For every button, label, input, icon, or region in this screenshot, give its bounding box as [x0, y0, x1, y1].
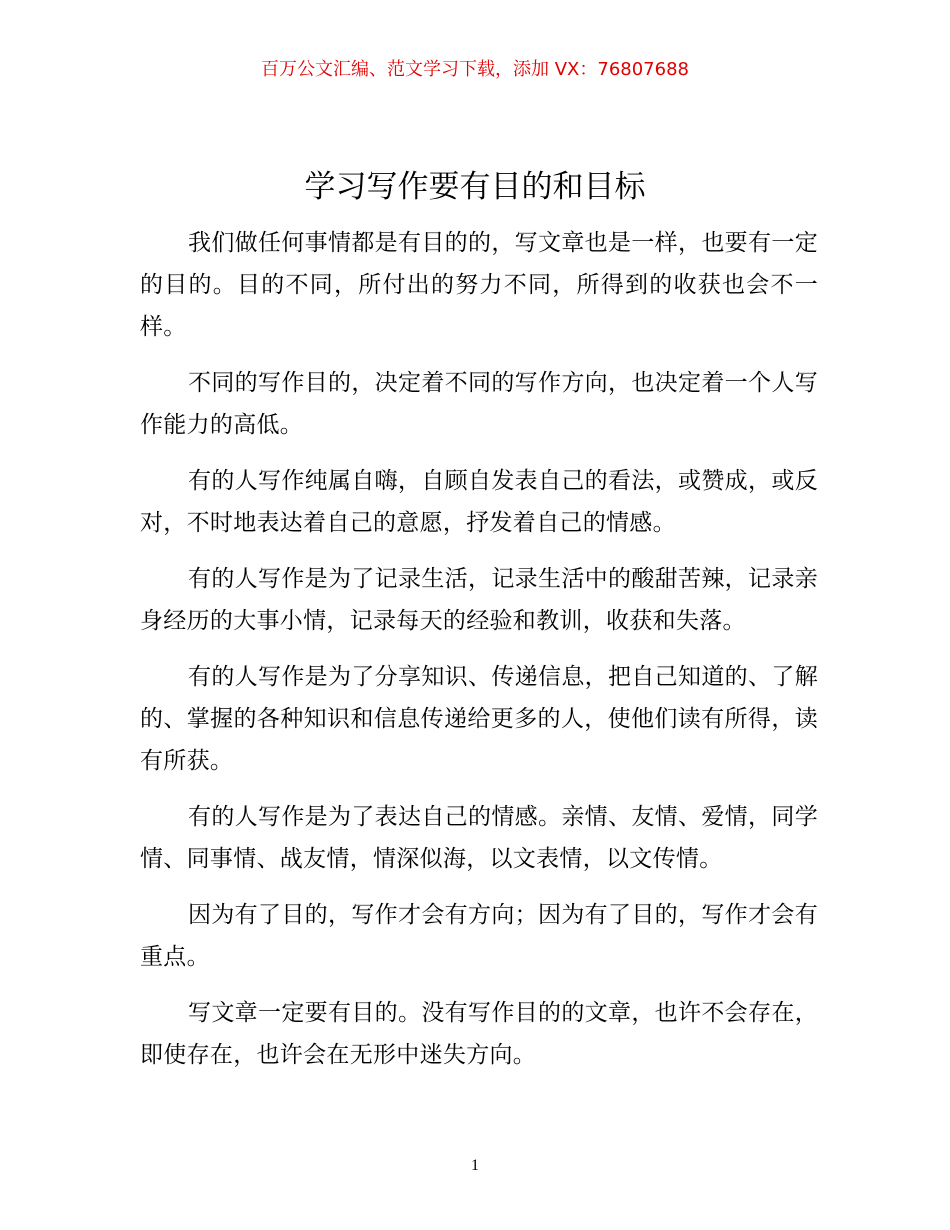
document-body — [140, 222, 818, 1090]
page-number: 1 — [471, 1157, 479, 1174]
paragraph: 写文章一定要有目的。没有写作目的的文章，也许不会存在，即使存在，也许会在无形中迷失方向。 — [140, 1000, 818, 1068]
paragraph: 我们做任何事情都是有目的的，写文章也是一样，也要有一定的目的。目的不同，所付出的努力不同，所得到的收获也会不一样。 — [140, 230, 818, 340]
paragraph: 因为有了目的，写作才会有方向；因为有了目的，写作才会有重点。 — [140, 902, 818, 970]
paragraph: 有的人写作纯属自嗨，自顾自发表自己的看法，或赞成，或反对，不时地表达着自己的意愿，抒发着自己的情感。 — [140, 468, 818, 536]
paragraph: 有的人写作是为了分享知识、传递信息，把自己知道的、了解的、掌握的各种知识和信息传递给更多的人，使他们读有所得，读有所获。 — [140, 664, 818, 774]
watermark-header: 百万公文汇编、范文学习下载，添加 VX：76807688 — [261, 59, 689, 80]
paragraph: 不同的写作目的，决定着不同的写作方向，也决定着一个人写作能力的高低。 — [140, 370, 818, 438]
paragraph: 有的人写作是为了表达自己的情感。亲情、友情、爱情，同学情、同事情、战友情，情深似海，以文表情，以文传情。 — [140, 804, 818, 872]
document-title: 学习写作要有目的和目标 — [304, 169, 646, 205]
paragraph: 有的人写作是为了记录生活，记录生活中的酸甜苦辣，记录亲身经历的大事小情，记录每天的经验和教训，收获和失落。 — [140, 566, 818, 634]
